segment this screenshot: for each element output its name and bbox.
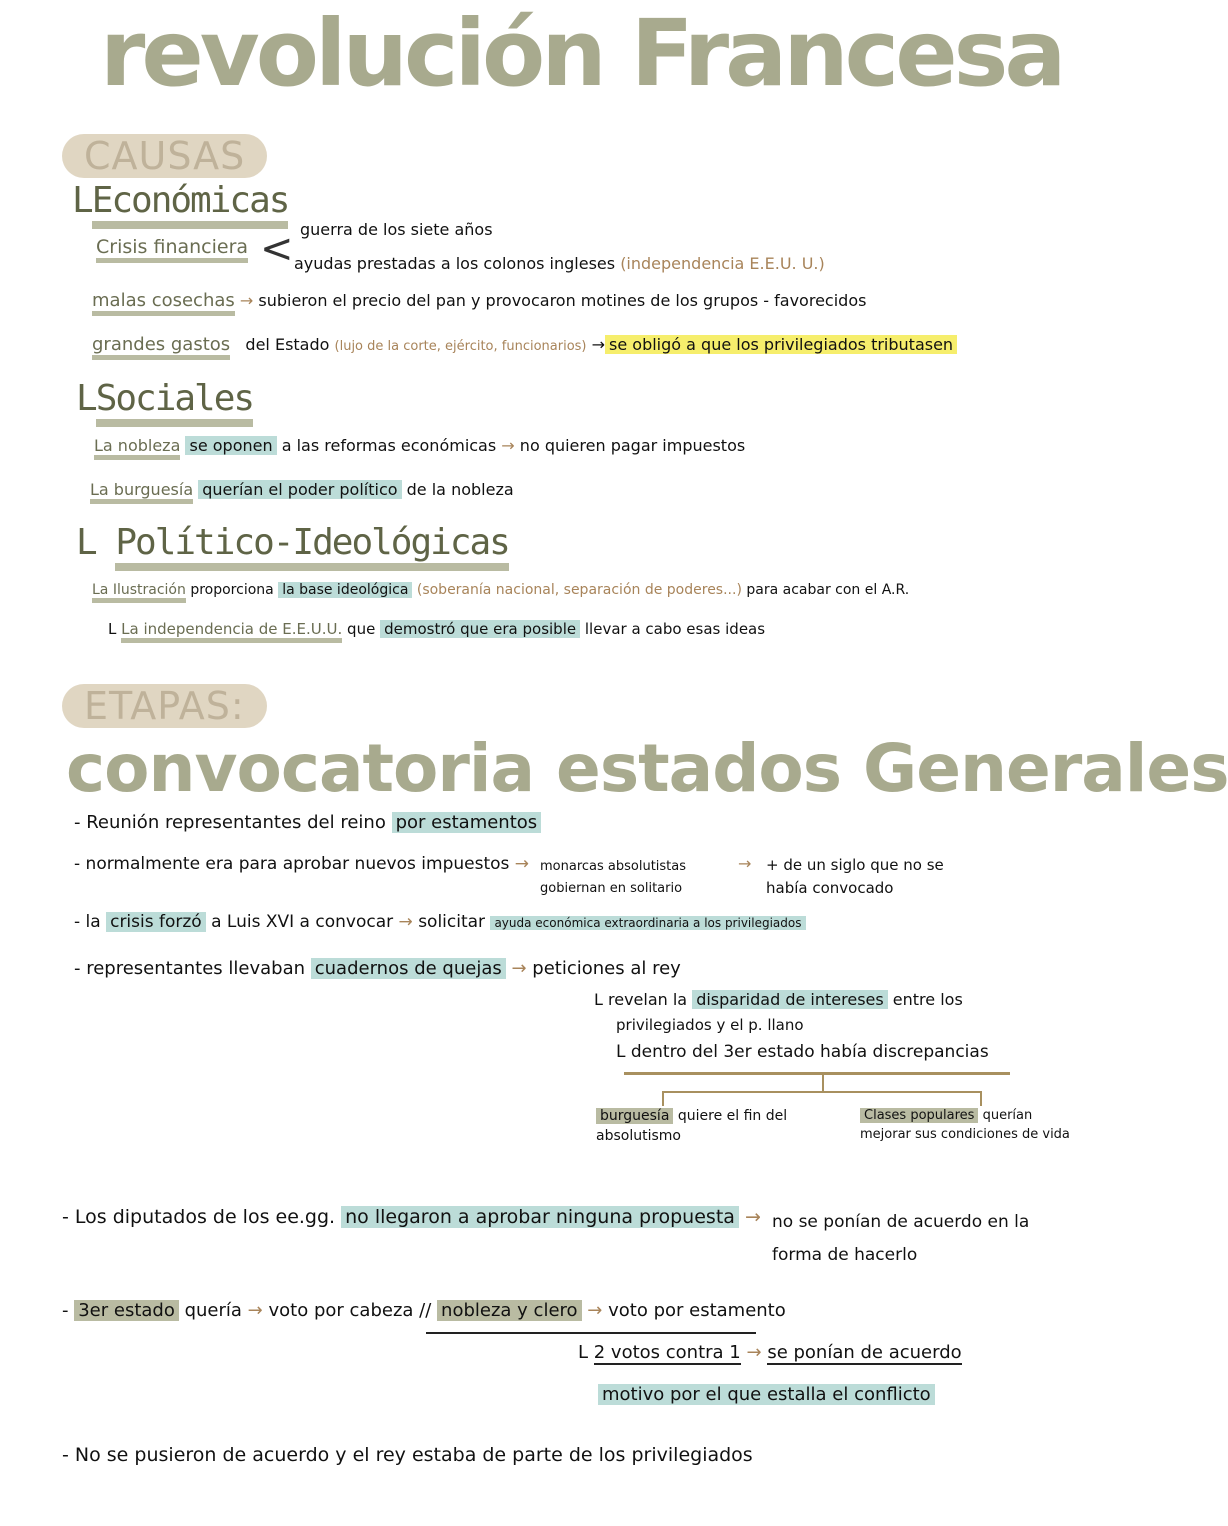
independencia-label: La independencia de E.E.U.U.: [121, 620, 342, 643]
bullet-6: - 3er estado quería → voto por cabeza // nobleza y clero → voto por estamento: [62, 1300, 786, 1321]
burguesia-label: La burguesía: [90, 480, 193, 504]
b3-t1: la: [85, 912, 101, 932]
b3-highlight2: ayuda económica extraordinaria a los privilegiados: [490, 916, 805, 930]
malas-label: malas cosechas: [92, 290, 235, 316]
b4-highlight: cuadernos de quejas: [311, 958, 506, 979]
independencia-text2: llevar a cabo esas ideas: [584, 620, 766, 638]
b5-t1: Los diputados de los ee.gg.: [74, 1206, 336, 1228]
b2-end: + de un siglo que no se había convocado: [766, 856, 944, 897]
right-label: Clases populares: [860, 1108, 978, 1123]
gastos-note: (lujo de la corte, ejército, funcionarios): [334, 339, 587, 354]
ilustracion-row: [92, 582, 909, 598]
ilustracion-text1: proporciona: [190, 582, 274, 598]
gastos-label: grandes gastos: [92, 334, 230, 360]
ilustracion-note: (soberanía nacional, separación de poderes...): [416, 582, 742, 598]
independencia-row: L La independencia de E.E.U.U. que demostró que era posible llevar a cabo esas ideas: [108, 620, 765, 638]
b2-mid: monarcas absolutistas gobiernan en solitario: [540, 859, 687, 896]
b4-sub2: L dentro del 3er estado había discrepancias: [616, 1042, 989, 1062]
malas-row: malas cosechas → subieron el precio del pan y provocaron motines de los grupos - favorecidos: [92, 290, 866, 311]
b5-t2: no se ponían de acuerdo en la forma de hacerlo: [772, 1212, 1030, 1265]
crisis-item-2: [294, 254, 825, 273]
sociales-title: Sociales: [96, 378, 253, 427]
crisis-label: Crisis financiera: [96, 236, 248, 263]
b6-t3: voto por estamento: [608, 1300, 786, 1321]
gastos-highlight: se obligó a que los privilegiados tributasen: [605, 335, 957, 354]
b4-sub1c: privilegiados y el p. llano: [616, 1016, 804, 1034]
b3-t3: solicitar: [418, 912, 486, 932]
burguesia-highlight: querían el poder político: [198, 480, 401, 499]
b6-label: 3er estado: [74, 1300, 179, 1321]
b6-t1: quería: [184, 1300, 242, 1321]
right-text: querían mejorar sus condiciones de vida: [860, 1108, 1070, 1142]
nobleza-result: no quieren pagar impuestos: [519, 436, 746, 455]
bullet-4: - representantes llevaban cuadernos de quejas → peticiones al rey: [74, 958, 681, 979]
tree-line: [662, 1091, 982, 1093]
b6-conflict: [598, 1384, 935, 1405]
sociales-heading: LSociales: [76, 378, 253, 419]
tree-line: [662, 1092, 664, 1106]
independencia-text1: que: [347, 620, 376, 638]
underline: [426, 1332, 756, 1334]
bullet-5: - Los diputados de los ee.gg. no llegaron a aprobar ninguna propuesta →: [62, 1206, 761, 1228]
b4-sub1b: entre los: [892, 990, 963, 1009]
b7-text: No se pusieron de acuerdo y el rey estaba de parte de los privilegiados: [74, 1444, 753, 1466]
tree-line: [624, 1072, 1010, 1075]
politicas-title: Político-Ideológicas: [115, 522, 508, 571]
ilustracion-highlight: la base ideológica: [278, 582, 412, 598]
page-title: revolución Francesa: [100, 0, 1063, 107]
tree-left: [596, 1106, 796, 1146]
ilustracion-label: La Ilustración: [92, 582, 186, 603]
ilustracion-text2: para acabar con el A.R.: [746, 582, 910, 598]
b1-highlight: por estamentos: [392, 812, 542, 833]
brace-icon: <: [260, 226, 294, 272]
malas-text: subieron el precio del pan y provocaron motines de los grupos - favorecidos: [258, 291, 867, 310]
burguesia-row: [90, 480, 514, 499]
b4-sub1a: revelan la: [608, 990, 688, 1009]
left-label: burguesía: [596, 1108, 673, 1124]
b6-label2: nobleza y clero: [437, 1300, 582, 1321]
left-text: quiere el fin del absolutismo: [596, 1108, 788, 1144]
gastos-row: grandes gastos del Estado (lujo de la corte, ejército, funcionarios) → se obligó a que los privilegiados tributasen: [92, 334, 957, 355]
independencia-highlight: demostró que era posible: [380, 620, 580, 638]
b4-t1: representantes llevaban: [86, 958, 306, 979]
nobleza-highlight: se oponen: [185, 436, 276, 455]
nobleza-row: La nobleza se oponen a las reformas económicas → no quieren pagar impuestos: [94, 436, 745, 455]
b2-text: normalmente era para aprobar nuevos impuestos: [85, 854, 510, 874]
bullet-7: - No se pusieron de acuerdo y el rey estaba de parte de los privilegiados: [62, 1444, 753, 1466]
bullet-3: - la crisis forzó a Luis XVI a convocar → solicitar ayuda económica extraordinaria a los privilegiados: [74, 912, 806, 932]
b4-t2: peticiones al rey: [532, 958, 681, 979]
b6-sub: L 2 votos contra 1 → se ponían de acuerdo: [578, 1342, 962, 1363]
economicas-title: Económicas: [92, 180, 289, 229]
crisis-item-2-text: ayudas prestadas a los colonos ingleses: [294, 254, 616, 273]
b5-highlight: no llegaron a aprobar ninguna propuesta: [341, 1206, 739, 1228]
bullet-1: - Reunión representantes del reino por estamentos: [74, 812, 541, 833]
b6-t5: se ponían de acuerdo: [767, 1342, 962, 1363]
bullet-2: - normalmente era para aprobar nuevos impuestos →: [74, 854, 530, 874]
tree-line: [822, 1074, 824, 1092]
b2-arrow: →: [738, 854, 752, 873]
gastos-text: del Estado: [245, 335, 330, 354]
b3-highlight1: crisis forzó: [106, 912, 206, 932]
b6-t4: 2 votos contra 1: [593, 1342, 741, 1363]
tree-right: [860, 1106, 1070, 1144]
politicas-heading: L Político-Ideológicas: [76, 522, 509, 563]
crisis-note: (independencia E.E.U. U.): [620, 254, 825, 273]
burguesia-text: de la nobleza: [406, 480, 514, 499]
causas-label: CAUSAS: [62, 134, 267, 178]
b6-highlight: motivo por el que estalla el conflicto: [598, 1384, 935, 1405]
nobleza-text: a las reformas económicas: [281, 436, 497, 455]
b4-sub2-text: dentro del 3er estado había discrepancias: [630, 1042, 989, 1062]
b3-t2: a Luis XVI a convocar: [211, 912, 394, 932]
nobleza-label: La nobleza: [94, 436, 180, 460]
crisis-item-1: guerra de los siete años: [300, 220, 493, 239]
b6-sep: //: [419, 1300, 432, 1321]
economicas-heading: LEconómicas: [72, 180, 288, 221]
b4-sub1: L revelan la disparidad de intereses entre los: [594, 990, 963, 1009]
b1-text: Reunión representantes del reino: [86, 812, 386, 833]
b6-t2: voto por cabeza: [268, 1300, 414, 1321]
etapas-label: ETAPAS:: [62, 684, 267, 728]
tree-line: [980, 1092, 982, 1106]
b4-sub1h: disparidad de intereses: [692, 990, 888, 1009]
etapas-heading: convocatoria estados Generales: [66, 730, 1228, 807]
